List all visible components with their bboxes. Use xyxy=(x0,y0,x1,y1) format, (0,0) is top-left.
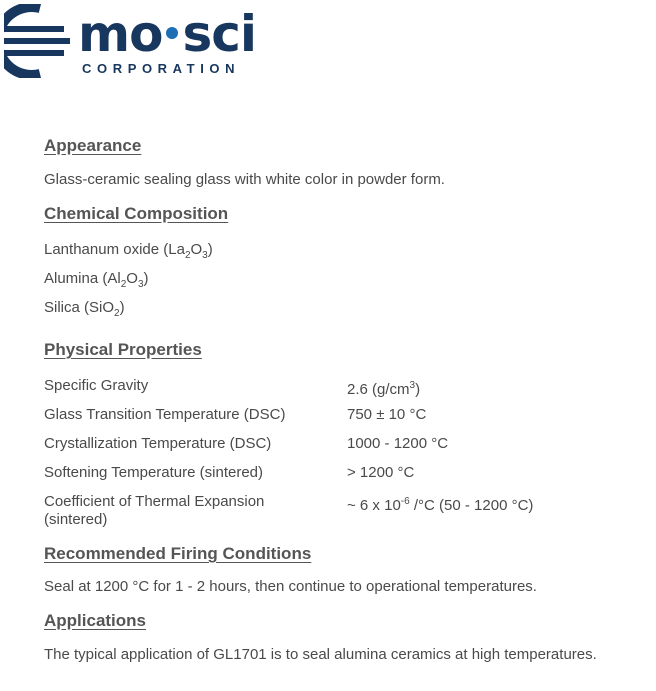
logo-brand-right: sci xyxy=(182,5,256,63)
property-value: 750 ± 10 °C xyxy=(347,406,427,423)
property-label-continued: (sintered) xyxy=(44,511,108,528)
composition-item: Silica (SiO$_2$) xyxy=(44,299,125,319)
logo-brand-left: mo xyxy=(78,5,163,63)
appearance-text: Glass-ceramic sealing glass with white color in powder form. xyxy=(44,171,445,188)
firing-conditions-heading: Recommended Firing Conditions xyxy=(44,544,312,563)
applications-text: The typical application of GL1701 is to seal alumina ceramics at high temperatures. xyxy=(44,646,597,663)
applications-heading: Applications xyxy=(44,611,147,630)
firing-conditions-text: Seal at 1200 °C for 1 - 2 hours, then continue to operational temperatures. xyxy=(44,578,537,595)
logo-subtitle: CORPORATION xyxy=(82,61,241,76)
mosci-logo-mark-icon xyxy=(4,4,70,78)
logo-dot xyxy=(166,27,178,39)
appearance-heading: Appearance xyxy=(44,136,142,155)
composition-item: Lanthanum oxide $(La_2O_3)$ xyxy=(44,241,213,261)
property-label: Coefficient of Thermal Expansion xyxy=(44,493,265,510)
physical-properties-heading: Physical Properties xyxy=(44,340,202,359)
property-label: Glass Transition Temperature (DSC) xyxy=(44,406,286,423)
company-logo xyxy=(4,4,264,78)
property-value: 1000 - 1200 °C xyxy=(347,435,449,452)
chemical-composition-heading: Chemical Composition xyxy=(44,204,229,223)
property-value: 2.6 $(g/cm^3)$ xyxy=(347,380,421,398)
composition-item: Alumina $(Al_2O_3)$ xyxy=(44,270,149,290)
property-value: > 1200 °C xyxy=(347,464,415,481)
property-label: Crystallization Temperature (DSC) xyxy=(44,435,272,452)
property-label: Softening Temperature (sintered) xyxy=(44,464,264,481)
property-value: ~ 6 x $10^{-6}$ /°C (50 - 1200 °C) xyxy=(347,496,534,514)
logo-wordmark xyxy=(78,4,256,64)
property-label: Specific Gravity xyxy=(44,377,149,394)
